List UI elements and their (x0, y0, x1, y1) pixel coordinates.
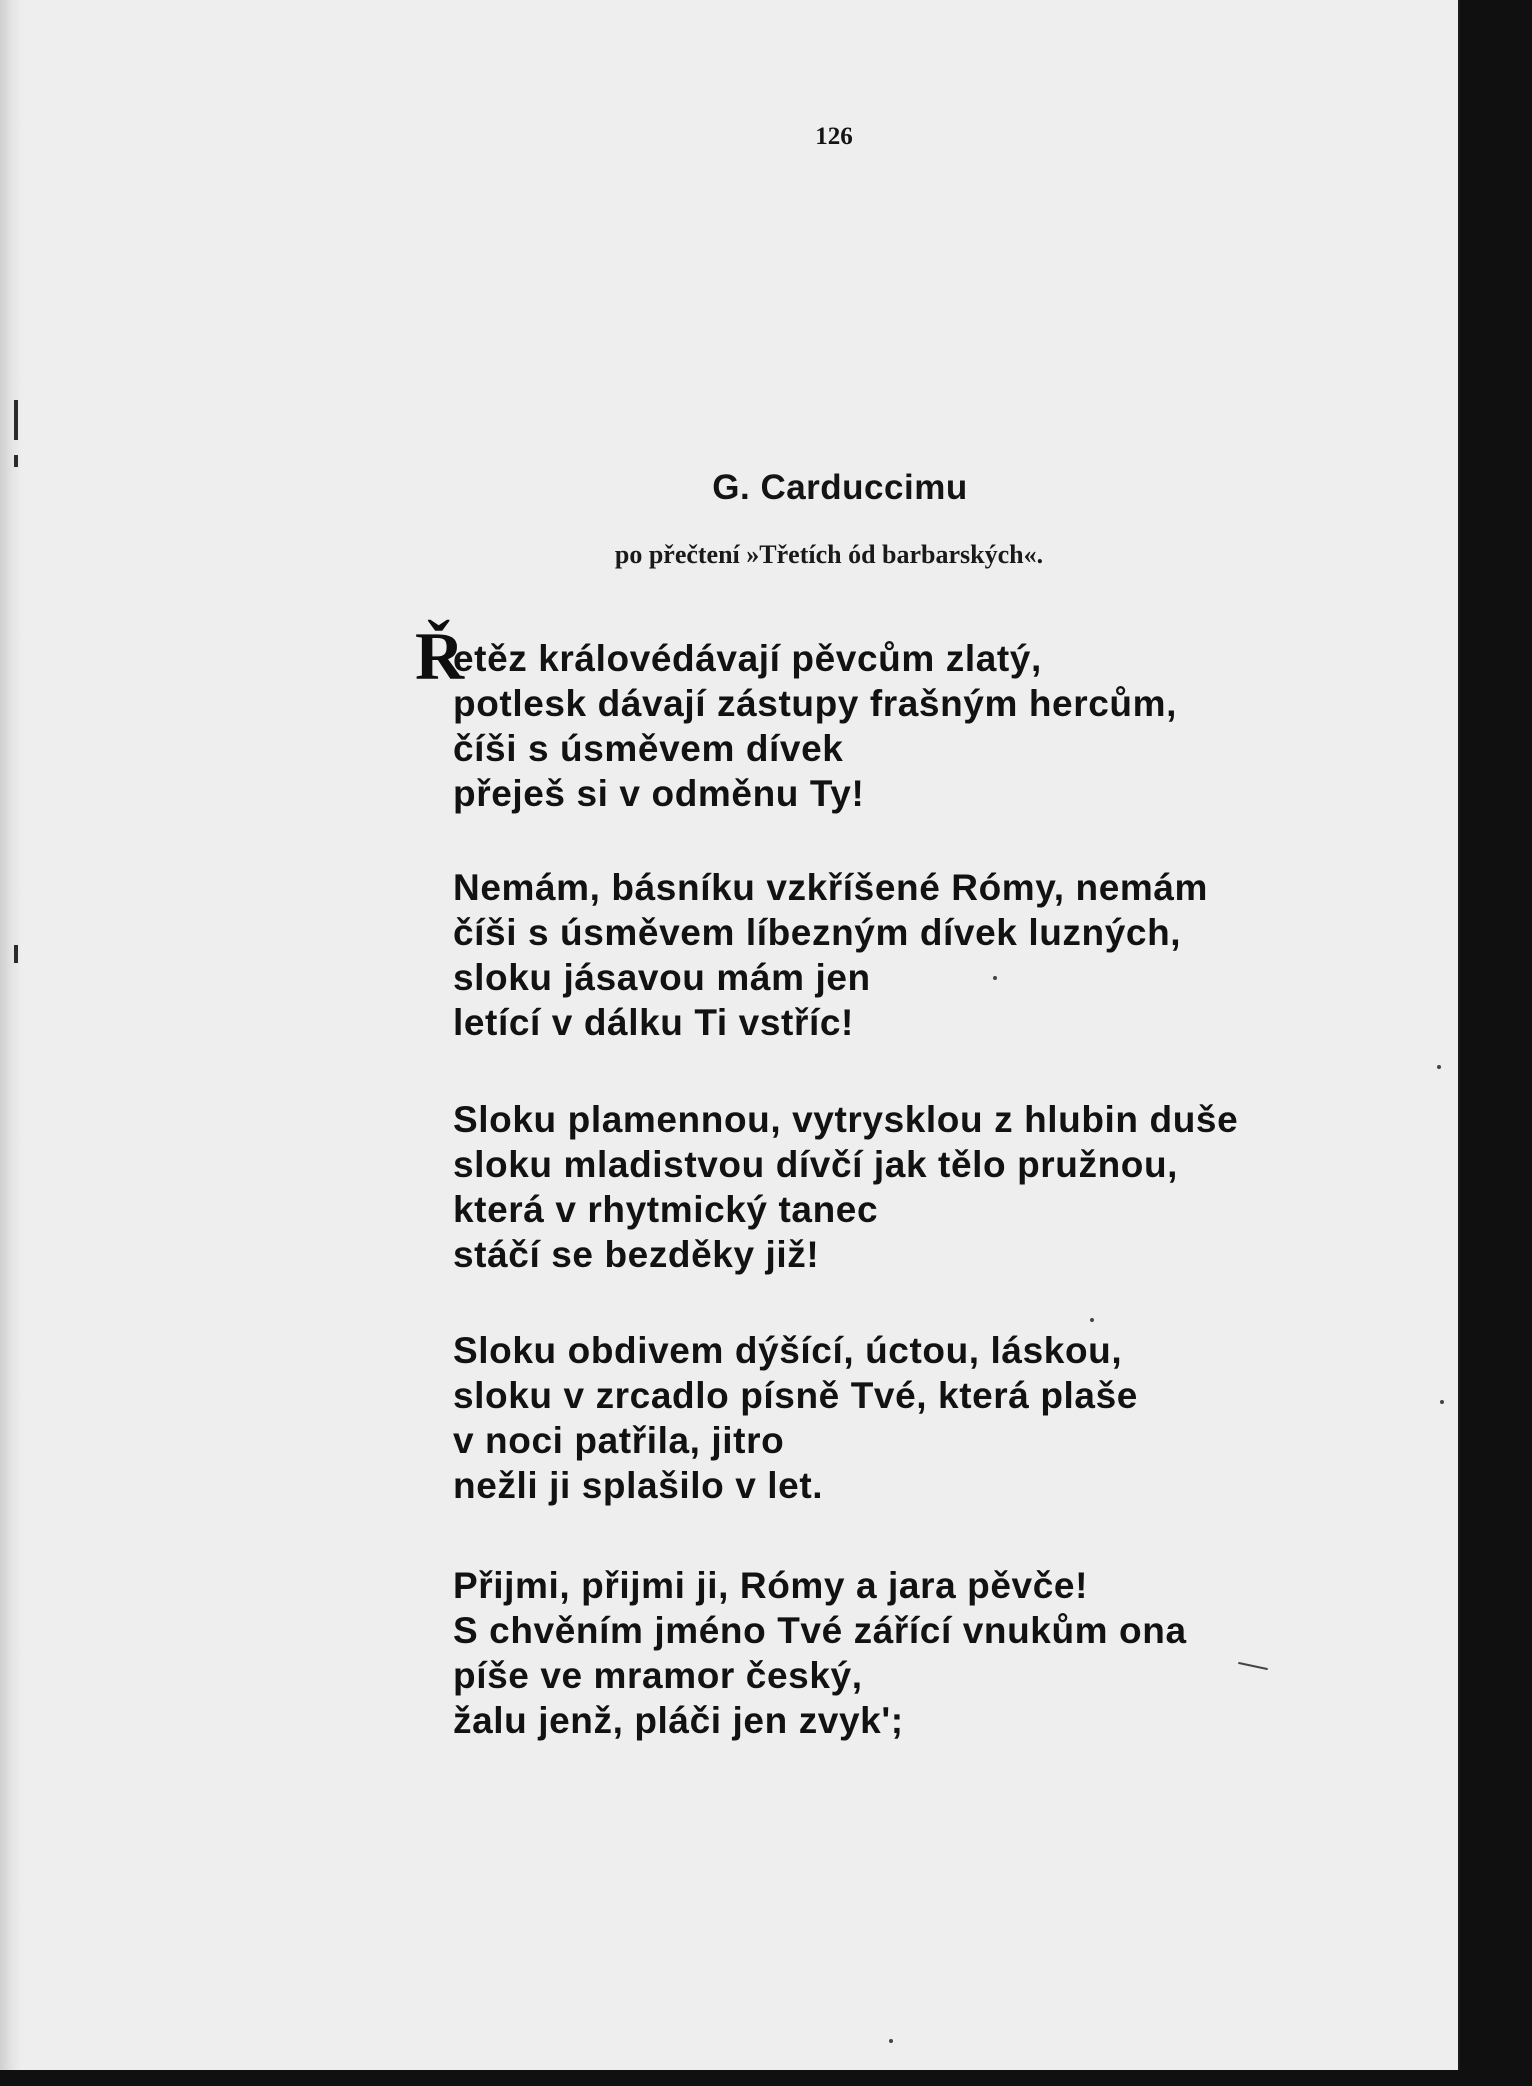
verse-line: žalu jenž, pláči jen zvyk'; (453, 1700, 904, 1741)
verse-line: etěz královédávají pěvcům zlatý, (453, 638, 1042, 679)
stanza-4 (453, 1328, 1138, 1508)
verse-line: Sloku obdivem dýšící, úctou, láskou, (453, 1330, 1123, 1371)
verse-line: číši s úsměvem líbezným dívek luzných, (453, 912, 1182, 953)
print-speck (993, 976, 997, 980)
verse-line: která v rhytmický tanec (453, 1189, 879, 1230)
verse-line: potlesk dávají zástupy frašným hercům, (453, 683, 1177, 724)
verse-line: S chvěním jméno Tvé zářící vnukům ona (453, 1610, 1187, 1651)
verse-line: sloku mladistvou dívčí jak tělo pružnou, (453, 1144, 1179, 1185)
print-speck (1090, 1318, 1094, 1322)
verse-line: stáčí se bezděky již! (453, 1234, 820, 1275)
binding-mark (14, 455, 18, 467)
stanza-3 (453, 1097, 1238, 1277)
verse-line: nežli ji splašilo v let. (453, 1465, 824, 1506)
print-speck (1437, 1065, 1441, 1069)
verse-line: píše ve mramor český, (453, 1655, 863, 1696)
verse-line: v noci patřila, jitro (453, 1420, 785, 1461)
binding-mark (14, 400, 18, 440)
verse-line: letící v dálku Ti vstříc! (453, 1002, 854, 1043)
stanza-5 (453, 1563, 1187, 1743)
verse-line: Nemám, básníku vzkříšené Rómy, nemám (453, 867, 1209, 908)
poem-subtitle: po přečtení »Třetích ód barbarských«. (614, 540, 1044, 569)
verse-line: sloku jásavou mám jen (453, 957, 871, 998)
binding-edge (0, 0, 22, 2070)
verse-line: Sloku plamennou, vytrysklou z hlubin duše (453, 1099, 1239, 1140)
stanza-1 (415, 618, 1177, 816)
verse-line: Přijmi, přijmi ji, Rómy a jara pěvče! (453, 1565, 1088, 1606)
poem-title: G. Carduccimu (712, 468, 968, 507)
verse-line: přeješ si v odměnu Ty! (453, 773, 865, 814)
page-number: 126 (815, 123, 853, 150)
drop-cap-initial: Ř (415, 618, 465, 694)
stanza-2 (453, 865, 1208, 1045)
verse-line: číši s úsměvem dívek (453, 728, 844, 769)
print-speck (1440, 1400, 1444, 1404)
print-speck (889, 2039, 893, 2043)
verse-line: sloku v zrcadlo písně Tvé, která plaše (453, 1375, 1138, 1416)
binding-mark (14, 945, 18, 963)
print-smudge (1238, 1662, 1268, 1670)
